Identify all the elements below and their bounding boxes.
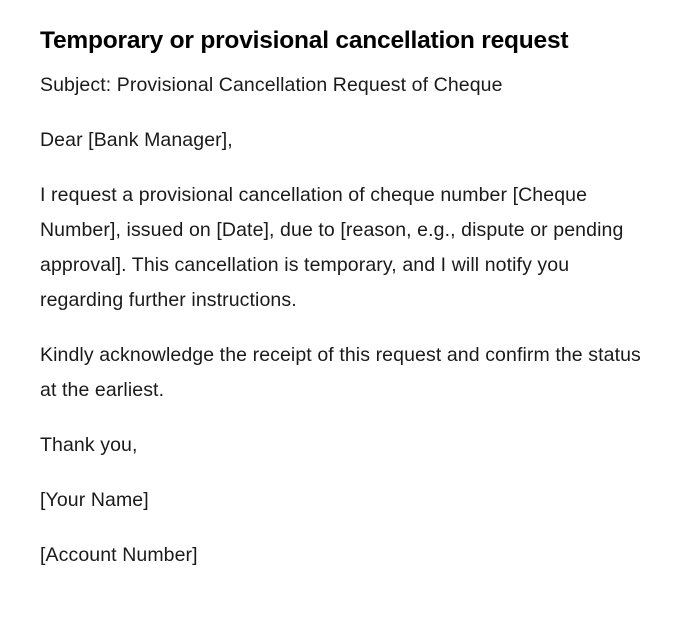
- body-paragraph-acknowledge: Kindly acknowledge the receipt of this request and confirm the status at the earliest.: [40, 344, 641, 401]
- account-number: [Account Number]: [40, 544, 198, 566]
- letter-document: [40, 24, 650, 593]
- closing: Thank you,: [40, 434, 138, 456]
- body-paragraph-request: I request a provisional cancellation of cheque number [Cheque Number], issued on [Date], due to [reason, e.g., dispute or pending approval]. This cancellation is temporary, and I will notify you regarding further instructions.: [40, 184, 624, 311]
- document-title: Temporary or provisional cancellation request: [40, 27, 569, 54]
- subject-line: Subject: Provisional Cancellation Request of Cheque: [40, 74, 503, 96]
- salutation: Dear [Bank Manager],: [40, 129, 233, 151]
- signature-name: [Your Name]: [40, 489, 149, 511]
